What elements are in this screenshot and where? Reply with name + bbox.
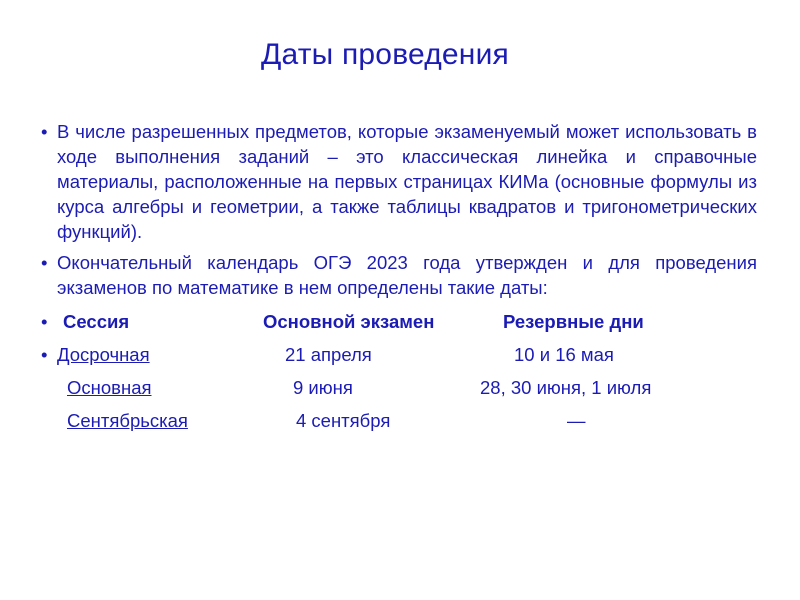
reserve-dates: 28, 30 июня, 1 июля bbox=[480, 377, 652, 398]
main-exam-date: 4 сентября bbox=[296, 410, 391, 431]
bullet-icon: • bbox=[41, 344, 48, 365]
reserve-dates: — bbox=[567, 410, 586, 431]
paragraph-text: Окончательный календарь ОГЭ 2023 года утвержден и для проведения экзаменов по математике в нем определены такие даты: bbox=[57, 252, 757, 298]
header-session: Сессия bbox=[63, 311, 130, 332]
main-exam-date: 21 апреля bbox=[285, 344, 372, 365]
table-header-row bbox=[41, 308, 757, 341]
bullet-paragraph-1 bbox=[41, 119, 757, 244]
dates-table bbox=[41, 308, 757, 440]
session-link-september[interactable]: Сентябрьская bbox=[67, 410, 188, 431]
table-row bbox=[41, 407, 757, 440]
slide-title: Даты проведения bbox=[261, 38, 509, 71]
bullet-paragraph-2 bbox=[41, 250, 757, 300]
bullet-icon: • bbox=[41, 121, 48, 142]
bullet-icon: • bbox=[41, 252, 48, 273]
table-row bbox=[41, 374, 757, 407]
reserve-dates: 10 и 16 мая bbox=[514, 344, 614, 365]
paragraph-text: В числе разрешенных предметов, которые экзаменуемый может использовать в ходе выполнения заданий – это классическая линейка и справочные материалы, расположенные на первых страницах КИМа (основные формулы из курса алгебры и геометрии, а также таблицы квадратов и тригонометрических функций). bbox=[57, 121, 757, 242]
session-link-main[interactable]: Основная bbox=[67, 377, 152, 398]
header-main-exam: Основной экзамен bbox=[263, 311, 435, 332]
bullet-list bbox=[41, 119, 757, 306]
header-reserve-days: Резервные дни bbox=[503, 311, 644, 332]
session-link-early[interactable]: Досрочная bbox=[57, 344, 150, 365]
main-exam-date: 9 июня bbox=[293, 377, 353, 398]
bullet-icon: • bbox=[41, 311, 48, 332]
table-row bbox=[41, 341, 757, 374]
